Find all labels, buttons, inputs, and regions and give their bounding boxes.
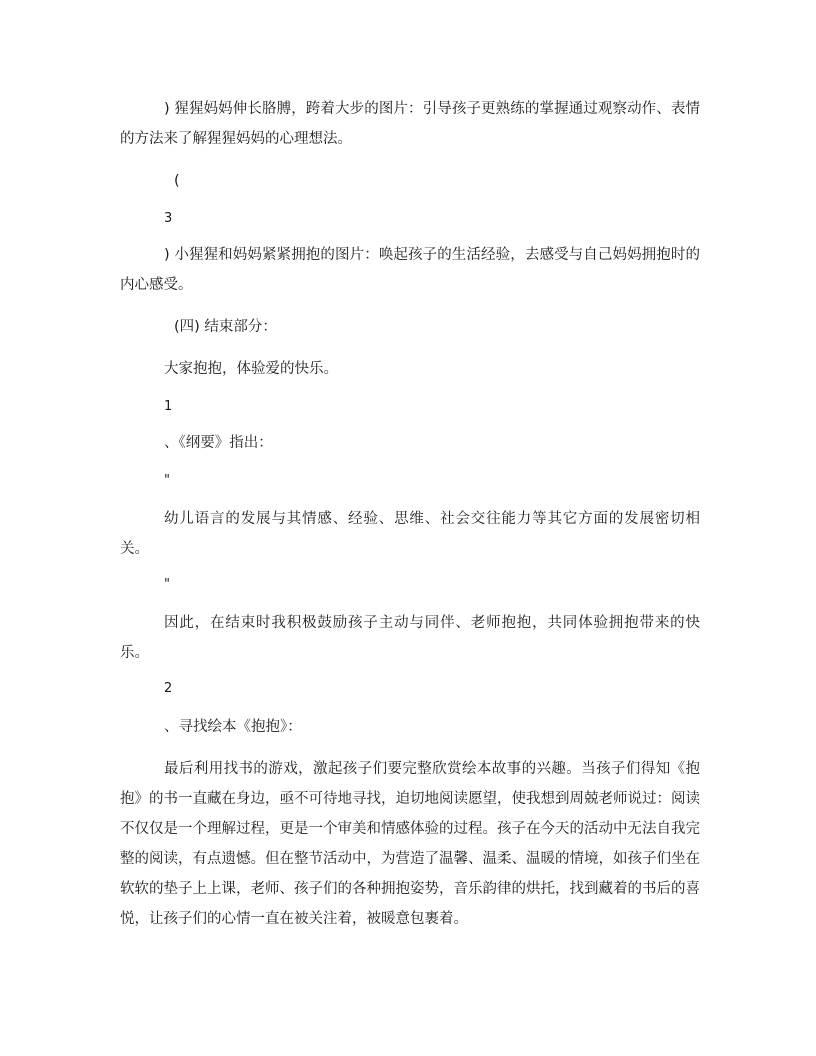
paragraph-quote-open: " (164, 473, 170, 488)
paragraph-therefore: 因此，在结束时我积极鼓励孩子主动与同伴、老师抱抱，共同体验拥抱带来的快乐。 (120, 615, 700, 661)
paragraph-number-3: 3 (164, 211, 173, 226)
paragraph-outline-says: 、《纲要》指出： (164, 435, 273, 451)
section-heading-ending: (四) 结束部分： (174, 319, 277, 335)
paragraph-quote-close: " (164, 577, 170, 592)
paragraph-find-picture-book: 、寻找绘本《抱抱》： (164, 719, 302, 735)
paragraph-gorilla-mother-stride: ) 猩猩妈妈伸长胳膊，跨着大步的图片：引导孩子更熟练的掌握通过观察动作、表情的方法来了解猩猩妈妈的心理想法。 (120, 101, 700, 147)
paragraph-gorilla-hug: ) 小猩猩和妈妈紧紧拥抱的图片：唤起孩子的生活经验，去感受与自己妈妈拥抱时的内心感受。 (120, 247, 700, 293)
paragraph-open-paren: ( (174, 173, 180, 189)
paragraph-number-1: 1 (164, 399, 173, 414)
paragraph-number-2: 2 (164, 681, 173, 696)
paragraph-language-development: 幼儿语言的发展与其情感、经验、思维、社会交往能力等其它方面的发展密切相关。 (120, 511, 700, 557)
paragraph-hug-everyone: 大家抱抱，体验爱的快乐。 (164, 361, 338, 377)
paragraph-closing-reflection: 最后利用找书的游戏，激起孩子们要完整欣赏绘本故事的兴趣。当孩子们得知《抱抱》的书一直藏在身边，亟不可待地寻找，迫切地阅读愿望，使我想到周兢老师说过：阅读不仅仅是一个理解过程，更是一个审美和情感体验的过程。孩子在今天的活动中无法自我完整的阅读，有点遗憾。但在整节活动中，为营造了温馨、温柔、温暖的情境，如孩子们坐在软软的垫子上上课，老师、孩子们的各种拥抱姿势，音乐韵律的烘托，找到藏着的书后的喜悦，让孩子们的心情一直在被关注着，被暖意包裹着。 (120, 761, 700, 927)
